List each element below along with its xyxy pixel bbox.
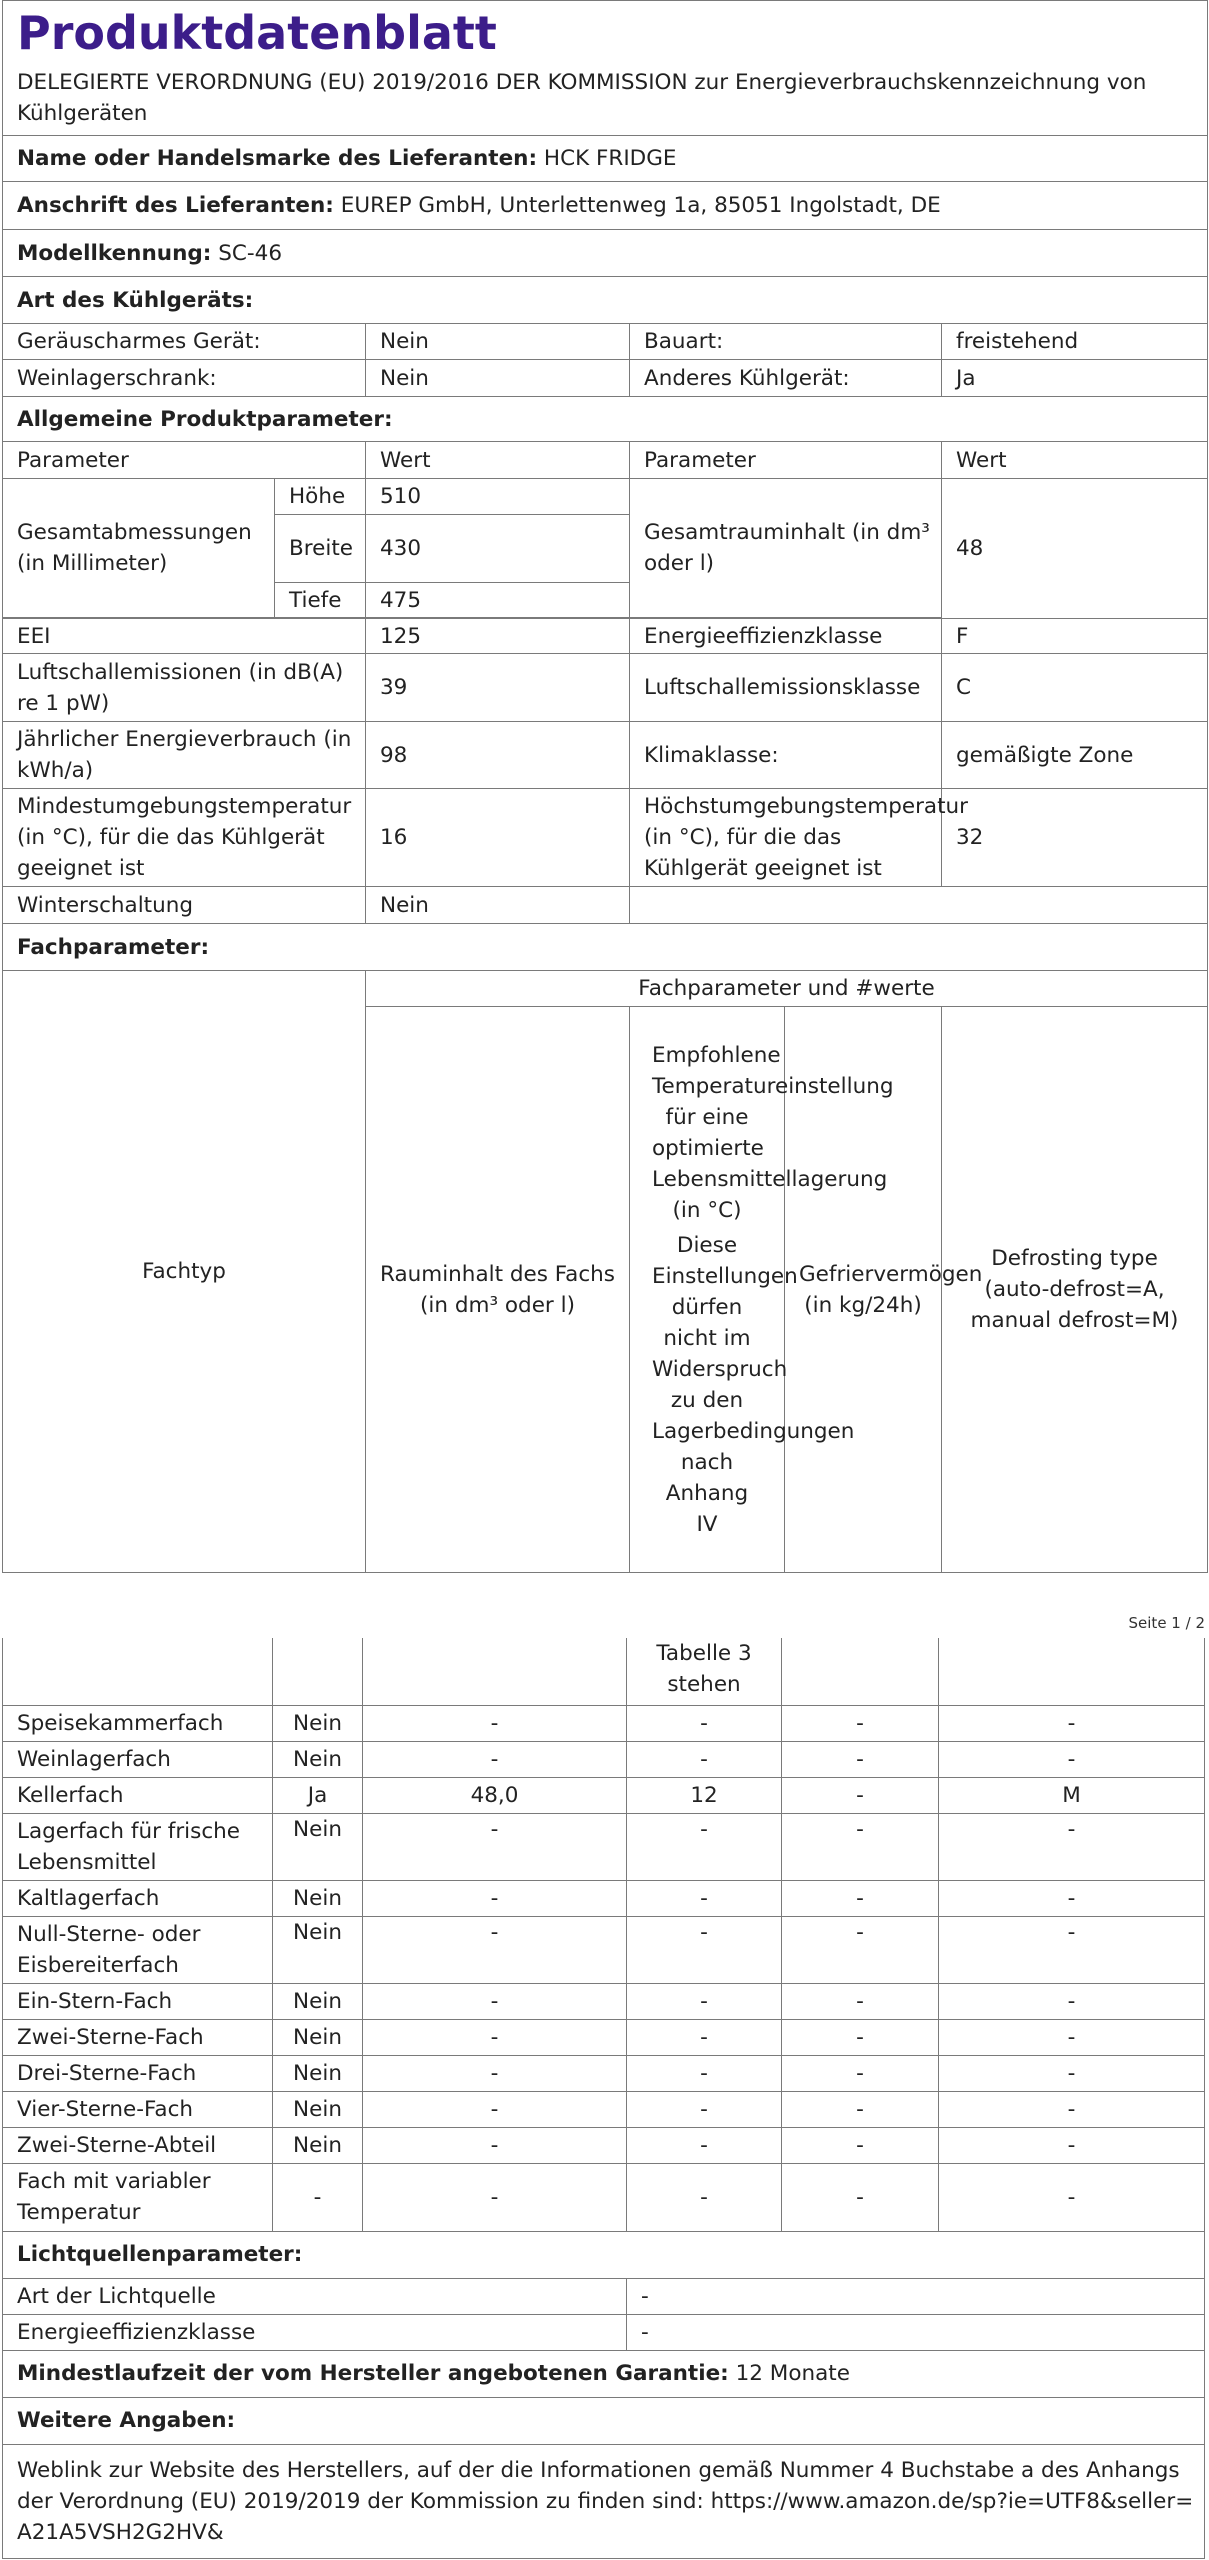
winter-value: Nein [366,887,630,924]
compartment-group-header: Fachparameter und #werte [366,971,1208,1007]
compartment-name: Ein-Stern-Fach [3,1983,273,2019]
address-value: EUREP GmbH, Unterlettenweg 1a, 85051 Ingolstadt, DE [340,193,941,218]
compartment-freezing: - [782,2163,939,2231]
compartment-volume: - [363,2163,627,2231]
compartment-defrost: - [939,1813,1205,1880]
freezing-capacity-header: Gefriervermögen (in kg/24h) [785,1007,942,1573]
compartment-temperature: - [627,1813,782,1880]
compartment-present: - [273,2163,363,2231]
compartment-freezing: - [782,1983,939,2019]
compartment-freezing: - [782,2055,939,2091]
warranty-label: Mindestlaufzeit der vom Hersteller angebotenen Garantie: [17,2361,729,2386]
compartment-type-header: Fachtyp [3,971,366,1573]
compartment-defrost: - [939,1983,1205,2019]
header-cell [3,1,1208,136]
compartment-defrost: - [939,1916,1205,1983]
compartment-freezing: - [782,1705,939,1741]
compartment-freezing: - [782,1741,939,1777]
compartment-name: Vier-Sterne-Fach [3,2091,273,2127]
warranty-value: 12 Monate [735,2361,850,2386]
param-value: gemäßigte Zone [942,722,1208,789]
compartment-defrost: - [939,2127,1205,2163]
compartment-freezing: - [782,1880,939,1916]
empty-cell [939,1638,1205,1705]
compartment-name: Drei-Sterne-Fach [3,2055,273,2091]
compartment-defrost: - [939,2055,1205,2091]
compartment-freezing: - [782,1916,939,1983]
param-label: Jährlicher Energieverbrauch (in kWh/a) [3,722,366,789]
param-label: Luftschallemissionen (in dB(A) re 1 pW) [3,654,366,722]
type-section-heading: Art des Kühlgeräts: [3,277,1208,324]
param-value: F [942,619,1208,654]
volume-value: 48 [942,479,1208,619]
param-label: Energieeffizienzklasse [630,619,942,654]
param-value: 32 [942,789,1208,887]
datasheet-page-1 [2,0,1208,1573]
compartment-volume: - [363,2127,627,2163]
light-label: Energieeffizienzklasse [3,2314,627,2350]
compartment-temperature: - [627,1741,782,1777]
height-value: 510 [366,479,630,515]
type-cell: Weinlagerschrank: [3,360,366,397]
compartment-present: Nein [273,1705,363,1741]
type-cell: Ja [942,360,1208,397]
warranty-row [3,2350,1205,2397]
compartment-name: Fach mit variabler Temperatur [3,2163,273,2231]
compartment-defrost: - [939,1880,1205,1916]
height-label: Höhe [275,479,366,515]
compartment-volume: - [363,1741,627,1777]
light-section-heading: Lichtquellenparameter: [3,2231,1205,2278]
compartment-present: Nein [273,1813,363,1880]
manufacturer-weblink-text: Weblink zur Website des Herstellers, auf der die Informationen gemäß Nummer 4 Buchstabe a des Anhangs der Verordnung (EU) 2019/2019 der Kommission zu finden sind: https://www.amazon.de/sp?ie=UTF8&seller=A21A5VSH2G2HV& [3,2444,1205,2558]
compartment-volume: - [363,1880,627,1916]
param-label: Luftschallemissionsklasse [630,654,942,722]
column-header: Parameter [630,442,942,479]
address-row [3,182,1208,230]
compartment-volume: - [363,1916,627,1983]
param-value: 98 [366,722,630,789]
temperature-header-continued: Tabelle 3 stehen [627,1638,782,1705]
datasheet-page-2 [2,1638,1205,2559]
type-cell: Geräuscharmes Gerät: [3,324,366,360]
compartment-name: Zwei-Sterne-Abteil [3,2127,273,2163]
param-label: Mindestumgebungstemperatur (in °C), für die das Kühlgerät geeignet ist [3,789,366,887]
compartment-temperature: 12 [627,1777,782,1813]
compartment-temperature: - [627,2055,782,2091]
defrost-type-header: Defrosting type (auto-defrost=A, manual defrost=M) [942,1007,1208,1573]
param-label: EEI [3,619,366,654]
width-value: 430 [366,515,630,583]
compartment-volume: - [363,2055,627,2091]
temperature-header-line-1: Empfohlene Temperatureinstellung für eine optimierte Lebensmittellagerung (in °C) [652,1042,894,1223]
winter-label: Winterschaltung [3,887,366,924]
compartment-name: Kaltlagerfach [3,1880,273,1916]
type-cell: Anderes Kühlgerät: [630,360,942,397]
compartment-freezing: - [782,2091,939,2127]
supplier-value: HCK FRIDGE [543,146,677,171]
compartment-present: Nein [273,2019,363,2055]
compartment-freezing: - [782,2127,939,2163]
compartment-volume: - [363,1705,627,1741]
compartment-name: Kellerfach [3,1777,273,1813]
page-title: Produktdatenblatt [17,6,497,60]
compartment-freezing: - [782,2019,939,2055]
column-header: Wert [942,442,1208,479]
light-value: - [627,2314,1205,2350]
param-value: 39 [366,654,630,722]
compartment-temperature: - [627,1705,782,1741]
model-label: Modellkennung: [17,240,212,266]
compartment-temperature: - [627,1880,782,1916]
compartment-volume: - [363,2091,627,2127]
empty-cell [363,1638,627,1705]
compartment-present: Nein [273,2091,363,2127]
compartment-name: Lagerfach für frische Lebensmittel [3,1813,273,1880]
type-cell: Nein [366,324,630,360]
compartment-temperature: - [627,2019,782,2055]
further-section-heading: Weitere Angaben: [3,2397,1205,2444]
dimensions-label: Gesamtabmessungen (in Millimeter) [3,479,275,618]
address-label: Anschrift des Lieferanten: [17,193,334,218]
compartment-defrost: - [939,2091,1205,2127]
compartment-volume: 48,0 [363,1777,627,1813]
param-value: 16 [366,789,630,887]
general-section-heading: Allgemeine Produktparameter: [3,397,1208,442]
compartment-name: Weinlagerfach [3,1741,273,1777]
column-header: Parameter [3,442,366,479]
depth-label: Tiefe [275,583,366,618]
compartment-temperature: - [627,2163,782,2231]
param-value: C [942,654,1208,722]
compartment-defrost: - [939,1741,1205,1777]
compartment-temperature: - [627,1983,782,2019]
temperature-header-line-2: Diese Einstellungen dürfen nicht im Widerspruch zu den Lagerbedingungen nach Anhang IV [652,1232,855,1537]
compartment-defrost: - [939,2163,1205,2231]
volume-label: Gesamtrauminhalt (in dm³ oder l) [630,479,942,618]
type-cell: Nein [366,360,630,397]
compartment-present: Nein [273,1741,363,1777]
compartment-name: Speisekammerfach [3,1705,273,1741]
empty-cell [782,1638,939,1705]
model-row [3,230,1208,277]
compartment-temperature: - [627,2091,782,2127]
param-label: Höchstumgebungstemperatur (in °C), für die das Kühlgerät geeignet ist [630,789,942,887]
compartment-defrost: M [939,1777,1205,1813]
supplier-label: Name oder Handelsmarke des Lieferanten: [17,146,538,171]
compartment-present: Nein [273,1916,363,1983]
compartment-volume: - [363,2019,627,2055]
compartment-present: Nein [273,1983,363,2019]
compartment-present: Nein [273,2127,363,2163]
compartment-volume: - [363,1813,627,1880]
volume-header: Rauminhalt des Fachs (in dm³ oder l) [366,1007,630,1573]
compartment-name: Zwei-Sterne-Fach [3,2019,273,2055]
empty-cell [273,1638,363,1705]
compartment-present: Nein [273,2055,363,2091]
compartment-present: Ja [273,1777,363,1813]
compartment-defrost: - [939,2019,1205,2055]
compartment-freezing: - [782,1777,939,1813]
compartment-temperature: - [627,1916,782,1983]
width-label: Breite [275,515,366,583]
compartment-temperature: - [627,2127,782,2163]
type-cell: Bauart: [630,324,942,360]
supplier-row [3,136,1208,182]
depth-value: 475 [366,583,630,618]
light-label: Art der Lichtquelle [3,2278,627,2314]
compartment-name: Null-Sterne- oder Eisbereiterfach [3,1916,273,1983]
light-value: - [627,2278,1205,2314]
compartment-volume: - [363,1983,627,2019]
column-header: Wert [366,442,630,479]
empty-cell [630,887,1208,924]
compartment-defrost: - [939,1705,1205,1741]
model-value: SC-46 [218,240,283,266]
param-label: Klimaklasse: [630,722,942,789]
type-cell: freistehend [942,324,1208,360]
compartment-section-heading: Fachparameter: [3,924,1208,971]
compartment-present: Nein [273,1880,363,1916]
regulation-subtitle: DELEGIERTE VERORDNUNG (EU) 2019/2016 DER KOMMISSION zur Energieverbrauchskennzeichnung von Kühlgeräten [17,70,1147,126]
param-value: 125 [366,619,630,654]
empty-cell [3,1638,273,1705]
compartment-freezing: - [782,1813,939,1880]
page-number: Seite 1 / 2 [1128,1614,1205,1632]
